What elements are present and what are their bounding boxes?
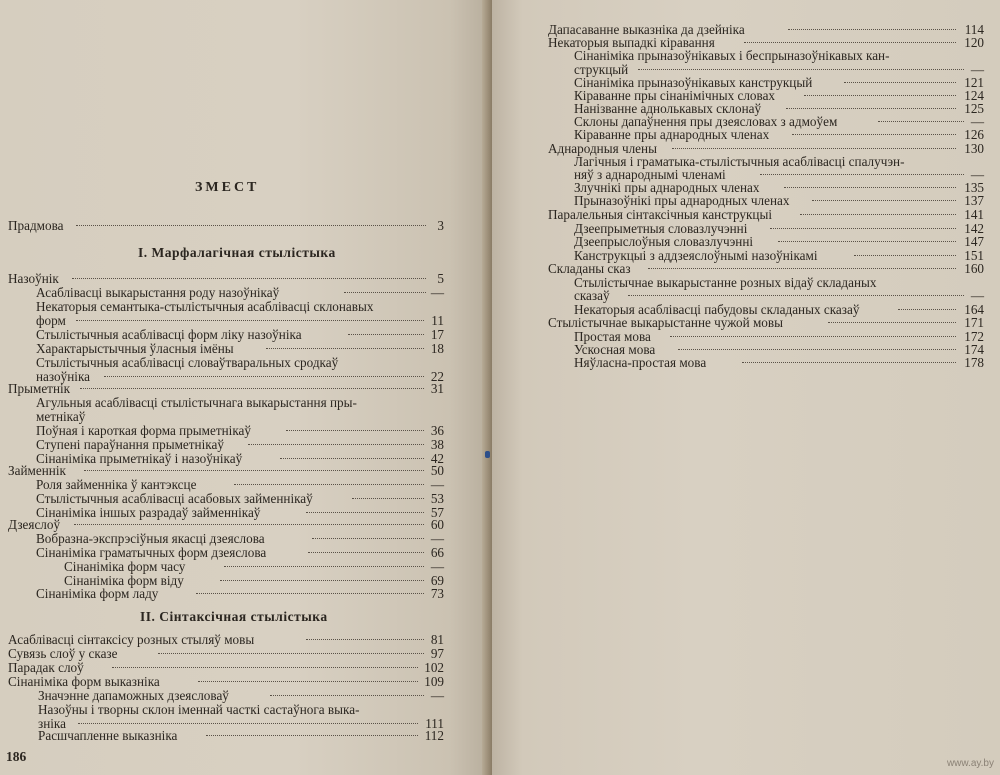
toc-entry: Сінаніміка іншых разрадаў займеннікаў 57 <box>36 505 444 520</box>
toc-entry: Паралельныя сінтаксічныя канструкцыі 141 <box>548 207 984 222</box>
toc-entry: Некаторыя выпадкі кіравання 120 <box>548 35 984 50</box>
toc-entry: Аднародныя члены 130 <box>548 141 984 156</box>
toc-entry: зніка 111 <box>38 716 444 731</box>
section-heading: II. Сінтаксічная стылістыка <box>140 609 328 624</box>
toc-entry: Склоны дапаўнення пры дзеясловах з адмоўем — <box>574 114 984 129</box>
watermark: www.ay.by <box>946 758 994 769</box>
toc-entry: Ускосная мова 174 <box>574 342 984 357</box>
right-page <box>492 0 1000 775</box>
page-number: 186 <box>6 749 27 764</box>
toc-entry: метнікаў <box>36 409 86 424</box>
toc-entry: Расшчапленне выказніка 112 <box>38 728 444 743</box>
toc-entry: назоўніка 22 <box>36 369 444 384</box>
toc-entry: Сінаніміка граматычных форм дзеяслова 66 <box>36 545 444 560</box>
toc-entry: Сінаніміка прыметнікаў і назоўнікаў 42 <box>36 451 444 466</box>
toc-entry: Сінаніміка прыназоўнікавых канструкцый 121 <box>574 75 984 90</box>
toc-entry: Роля займенніка ў кантэксце — <box>36 477 444 492</box>
spine-mark <box>485 451 490 458</box>
toc-entry: Складаны сказ 160 <box>548 261 984 276</box>
toc-entry: Назоўны і творны склон іменнай часткі састаўнога выка- <box>38 702 360 717</box>
toc-entry: Канструкцыі з аддзеяслоўнымі назоўнікамі 151 <box>574 248 984 263</box>
toc-entry: Кіраванне пры сінанімічных словах 124 <box>574 88 984 103</box>
toc-entry: Парадак слоў 102 <box>8 660 444 675</box>
toc-entry: Асаблівасці сінтаксісу розных стыляў мовы 81 <box>8 632 444 647</box>
toc-entry: Стылістычнае выкарыстанне чужой мовы 171 <box>548 315 984 330</box>
toc-entry: Вобразна-экспрэсіўныя якасці дзеяслова — <box>36 531 444 546</box>
toc-entry: Стылістычныя асаблівасці словаўтваральных сродкаў <box>36 355 339 370</box>
toc-entry: Злучнікі пры аднародных членах 135 <box>574 180 984 195</box>
toc-entry: струкцый — <box>574 62 984 77</box>
toc-entry: Сувязь слоў у сказе 97 <box>8 646 444 661</box>
toc-entry: Стылістычныя асаблівасці форм ліку назоўніка 17 <box>36 327 444 342</box>
toc-entry: Стылістычнае выкарыстанне розных відаў складаных <box>574 275 877 290</box>
toc-entry: Асаблівасці выкарыстання роду назоўнікаў — <box>36 285 444 300</box>
toc-entry: Няўласна-простая мова 178 <box>574 355 984 370</box>
toc-entry: Некаторыя семантыка-стылістычныя асаблівасці склонавых <box>36 299 374 314</box>
toc-entry: Займеннік 50 <box>8 463 444 478</box>
toc-entry: Дапасаванне выказніка да дзейніка 114 <box>548 22 984 37</box>
left-page <box>0 0 488 775</box>
toc-entry: Сінаніміка форм ладу 73 <box>36 586 444 601</box>
toc-title: ЗМЕСТ <box>195 180 260 195</box>
toc-entry: Прадмова 3 <box>8 218 444 233</box>
toc-entry: Некаторыя асаблівасці пабудовы складаных сказаў 164 <box>574 302 984 317</box>
toc-entry: Дзеепрыслоўныя словазлучэнні 147 <box>574 234 984 249</box>
toc-entry: Дзеяслоў 60 <box>8 517 444 532</box>
toc-entry: Сінаніміка форм часу — <box>64 559 444 574</box>
section-heading: I. Марфалагічная стылістыка <box>138 245 336 260</box>
toc-entry: няў з аднароднымі членамі — <box>574 167 984 182</box>
toc-entry: Стылістычныя асаблівасці асабовых займеннікаў 53 <box>36 491 444 506</box>
toc-entry: Кіраванне пры аднародных членах 126 <box>574 127 984 142</box>
toc-entry: Характарыстычныя ўласныя імёны 18 <box>36 341 444 356</box>
toc-entry: Сінаніміка форм выказніка 109 <box>8 674 444 689</box>
toc-entry: сказаў — <box>574 288 984 303</box>
toc-entry: Простая мова 172 <box>574 329 984 344</box>
toc-entry: Поўная і кароткая форма прыметнікаў 36 <box>36 423 444 438</box>
toc-entry: Лагічныя і граматыка-стылістычныя асаблівасці спалучэн- <box>574 154 905 169</box>
toc-entry: Нанізванне аднолькавых склонаў 125 <box>574 101 984 116</box>
toc-entry: Прыметнік 31 <box>8 381 444 396</box>
toc-entry: Ступені параўнання прыметнікаў 38 <box>36 437 444 452</box>
toc-entry: Дзеепрыметныя словазлучэнні 142 <box>574 221 984 236</box>
toc-entry: Сінаніміка форм віду 69 <box>64 573 444 588</box>
toc-entry: форм 11 <box>36 313 444 328</box>
toc-entry: Значэнне дапаможных дзеясловаў — <box>38 688 444 703</box>
toc-entry: Агульныя асаблівасці стылістычнага выкарыстання пры- <box>36 395 357 410</box>
toc-entry: Сінаніміка прыназоўнікавых і беспрыназоўнікавых кан- <box>574 48 890 63</box>
toc-entry: Назоўнік 5 <box>8 271 444 286</box>
toc-entry: Прыназоўнікі пры аднародных членах 137 <box>574 193 984 208</box>
